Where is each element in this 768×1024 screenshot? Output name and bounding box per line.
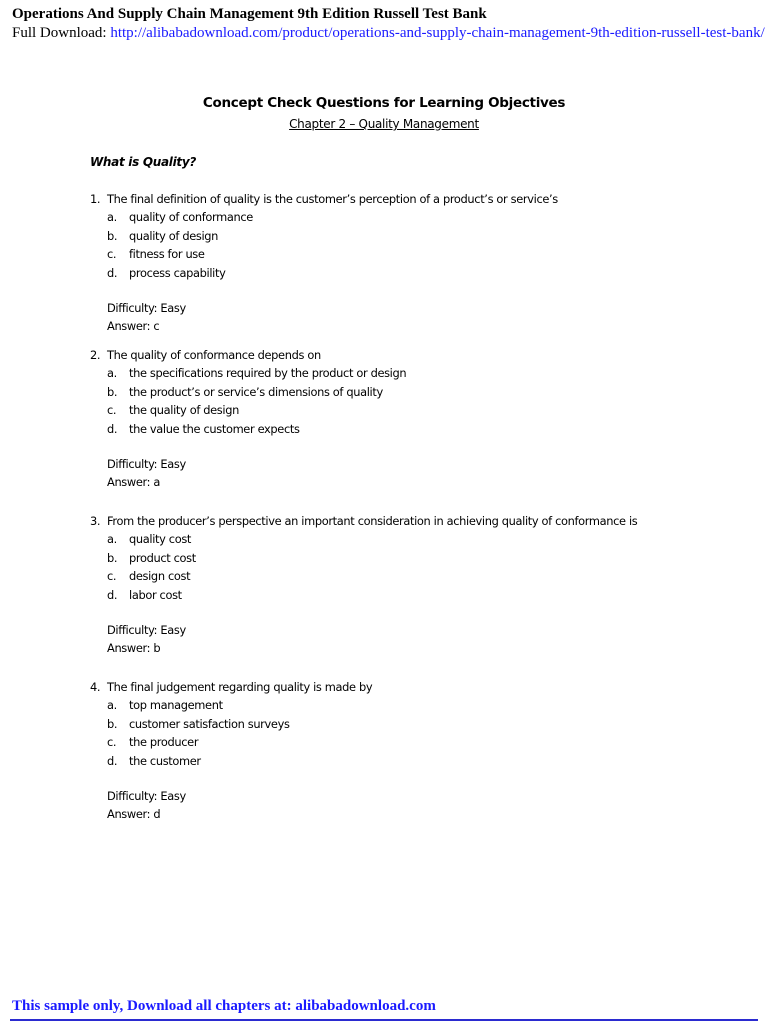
full-download-link[interactable]: http://alibabadownload.com/product/operations-and-supply-chain-management-9th-edition-russell-test-bank/ xyxy=(110,25,765,41)
option-d xyxy=(90,752,372,771)
answer: Answer: c xyxy=(107,319,160,333)
option-d xyxy=(90,586,637,605)
option-letter: d. xyxy=(107,587,118,602)
question-stem xyxy=(90,346,406,364)
question-text: The final definition of quality is the customer’s perception of a product’s or service’s xyxy=(107,192,558,206)
option-letter: a. xyxy=(107,532,117,546)
option-letter: a. xyxy=(107,366,117,380)
question-1 xyxy=(90,190,558,335)
option-c xyxy=(90,245,558,264)
question-number: 1. xyxy=(90,192,101,206)
option-letter: c. xyxy=(107,735,117,749)
option-letter: b. xyxy=(107,550,118,565)
option-text: the customer xyxy=(129,753,201,768)
option-text: product cost xyxy=(129,550,196,565)
document-subtitle: Chapter 2 – Quality Management xyxy=(289,117,479,131)
option-b xyxy=(90,549,637,568)
option-b xyxy=(90,715,372,734)
question-number: 2. xyxy=(90,348,101,362)
option-text: the product’s or service’s dimensions of quality xyxy=(129,384,383,399)
option-a xyxy=(90,208,558,227)
option-letter: b. xyxy=(107,228,118,243)
option-letter: c. xyxy=(107,247,117,261)
option-text: quality cost xyxy=(129,532,192,546)
question-4 xyxy=(90,678,372,823)
option-text: the quality of design xyxy=(129,403,239,417)
question-text: From the producer’s perspective an important consideration in achieving quality of conformance is xyxy=(107,514,638,528)
option-letter: b. xyxy=(107,716,118,731)
option-text: quality of conformance xyxy=(129,210,253,224)
option-text: design cost xyxy=(129,569,191,583)
option-c xyxy=(90,567,637,586)
option-text: customer satisfaction surveys xyxy=(129,716,290,731)
option-text: the value the customer expects xyxy=(129,421,300,436)
question-text: The final judgement regarding quality is made by xyxy=(107,680,373,694)
question-stem xyxy=(90,678,372,696)
difficulty: Difficulty: Easy xyxy=(107,789,186,803)
option-c xyxy=(90,733,372,752)
option-letter: b. xyxy=(107,384,118,399)
question-3 xyxy=(90,512,637,657)
question-number: 4. xyxy=(90,680,101,694)
footer-divider xyxy=(10,1019,758,1021)
question-2 xyxy=(90,346,406,491)
footer-download-banner[interactable]: This sample only, Download all chapters at: alibabadownload.com xyxy=(12,998,436,1014)
option-text: process capability xyxy=(129,265,226,280)
question-number: 3. xyxy=(90,514,101,528)
difficulty: Difficulty: Easy xyxy=(107,623,186,637)
question-stem xyxy=(90,512,637,530)
answer: Answer: d xyxy=(107,807,161,821)
option-letter: d. xyxy=(107,421,118,436)
option-c xyxy=(90,401,406,420)
option-letter: d. xyxy=(107,265,118,280)
option-letter: d. xyxy=(107,753,118,768)
difficulty: Difficulty: Easy xyxy=(107,301,186,315)
option-b xyxy=(90,227,558,246)
header-title: Operations And Supply Chain Management 9th Edition Russell Test Bank xyxy=(12,6,487,22)
option-b xyxy=(90,383,406,402)
option-a xyxy=(90,364,406,383)
option-d xyxy=(90,420,406,439)
option-letter: c. xyxy=(107,403,117,417)
option-letter: a. xyxy=(107,698,117,712)
full-download-line xyxy=(12,24,765,42)
option-letter: a. xyxy=(107,210,117,224)
option-text: fitness for use xyxy=(129,247,205,261)
difficulty: Difficulty: Easy xyxy=(107,457,186,471)
answer: Answer: a xyxy=(107,475,161,489)
full-download-label: Full Download: xyxy=(12,25,111,41)
option-text: the producer xyxy=(129,735,199,749)
document-title: Concept Check Questions for Learning Objectives xyxy=(202,95,566,111)
option-a xyxy=(90,530,637,549)
section-heading: What is Quality? xyxy=(90,155,197,169)
option-letter: c. xyxy=(107,569,117,583)
answer: Answer: b xyxy=(107,641,161,655)
question-stem xyxy=(90,190,558,208)
option-text: labor cost xyxy=(129,587,182,602)
question-text: The quality of conformance depends on xyxy=(107,348,321,362)
option-text: quality of design xyxy=(129,228,219,243)
option-d xyxy=(90,264,558,283)
option-text: the specifications required by the product or design xyxy=(129,366,407,380)
option-text: top management xyxy=(129,698,223,712)
option-a xyxy=(90,696,372,715)
